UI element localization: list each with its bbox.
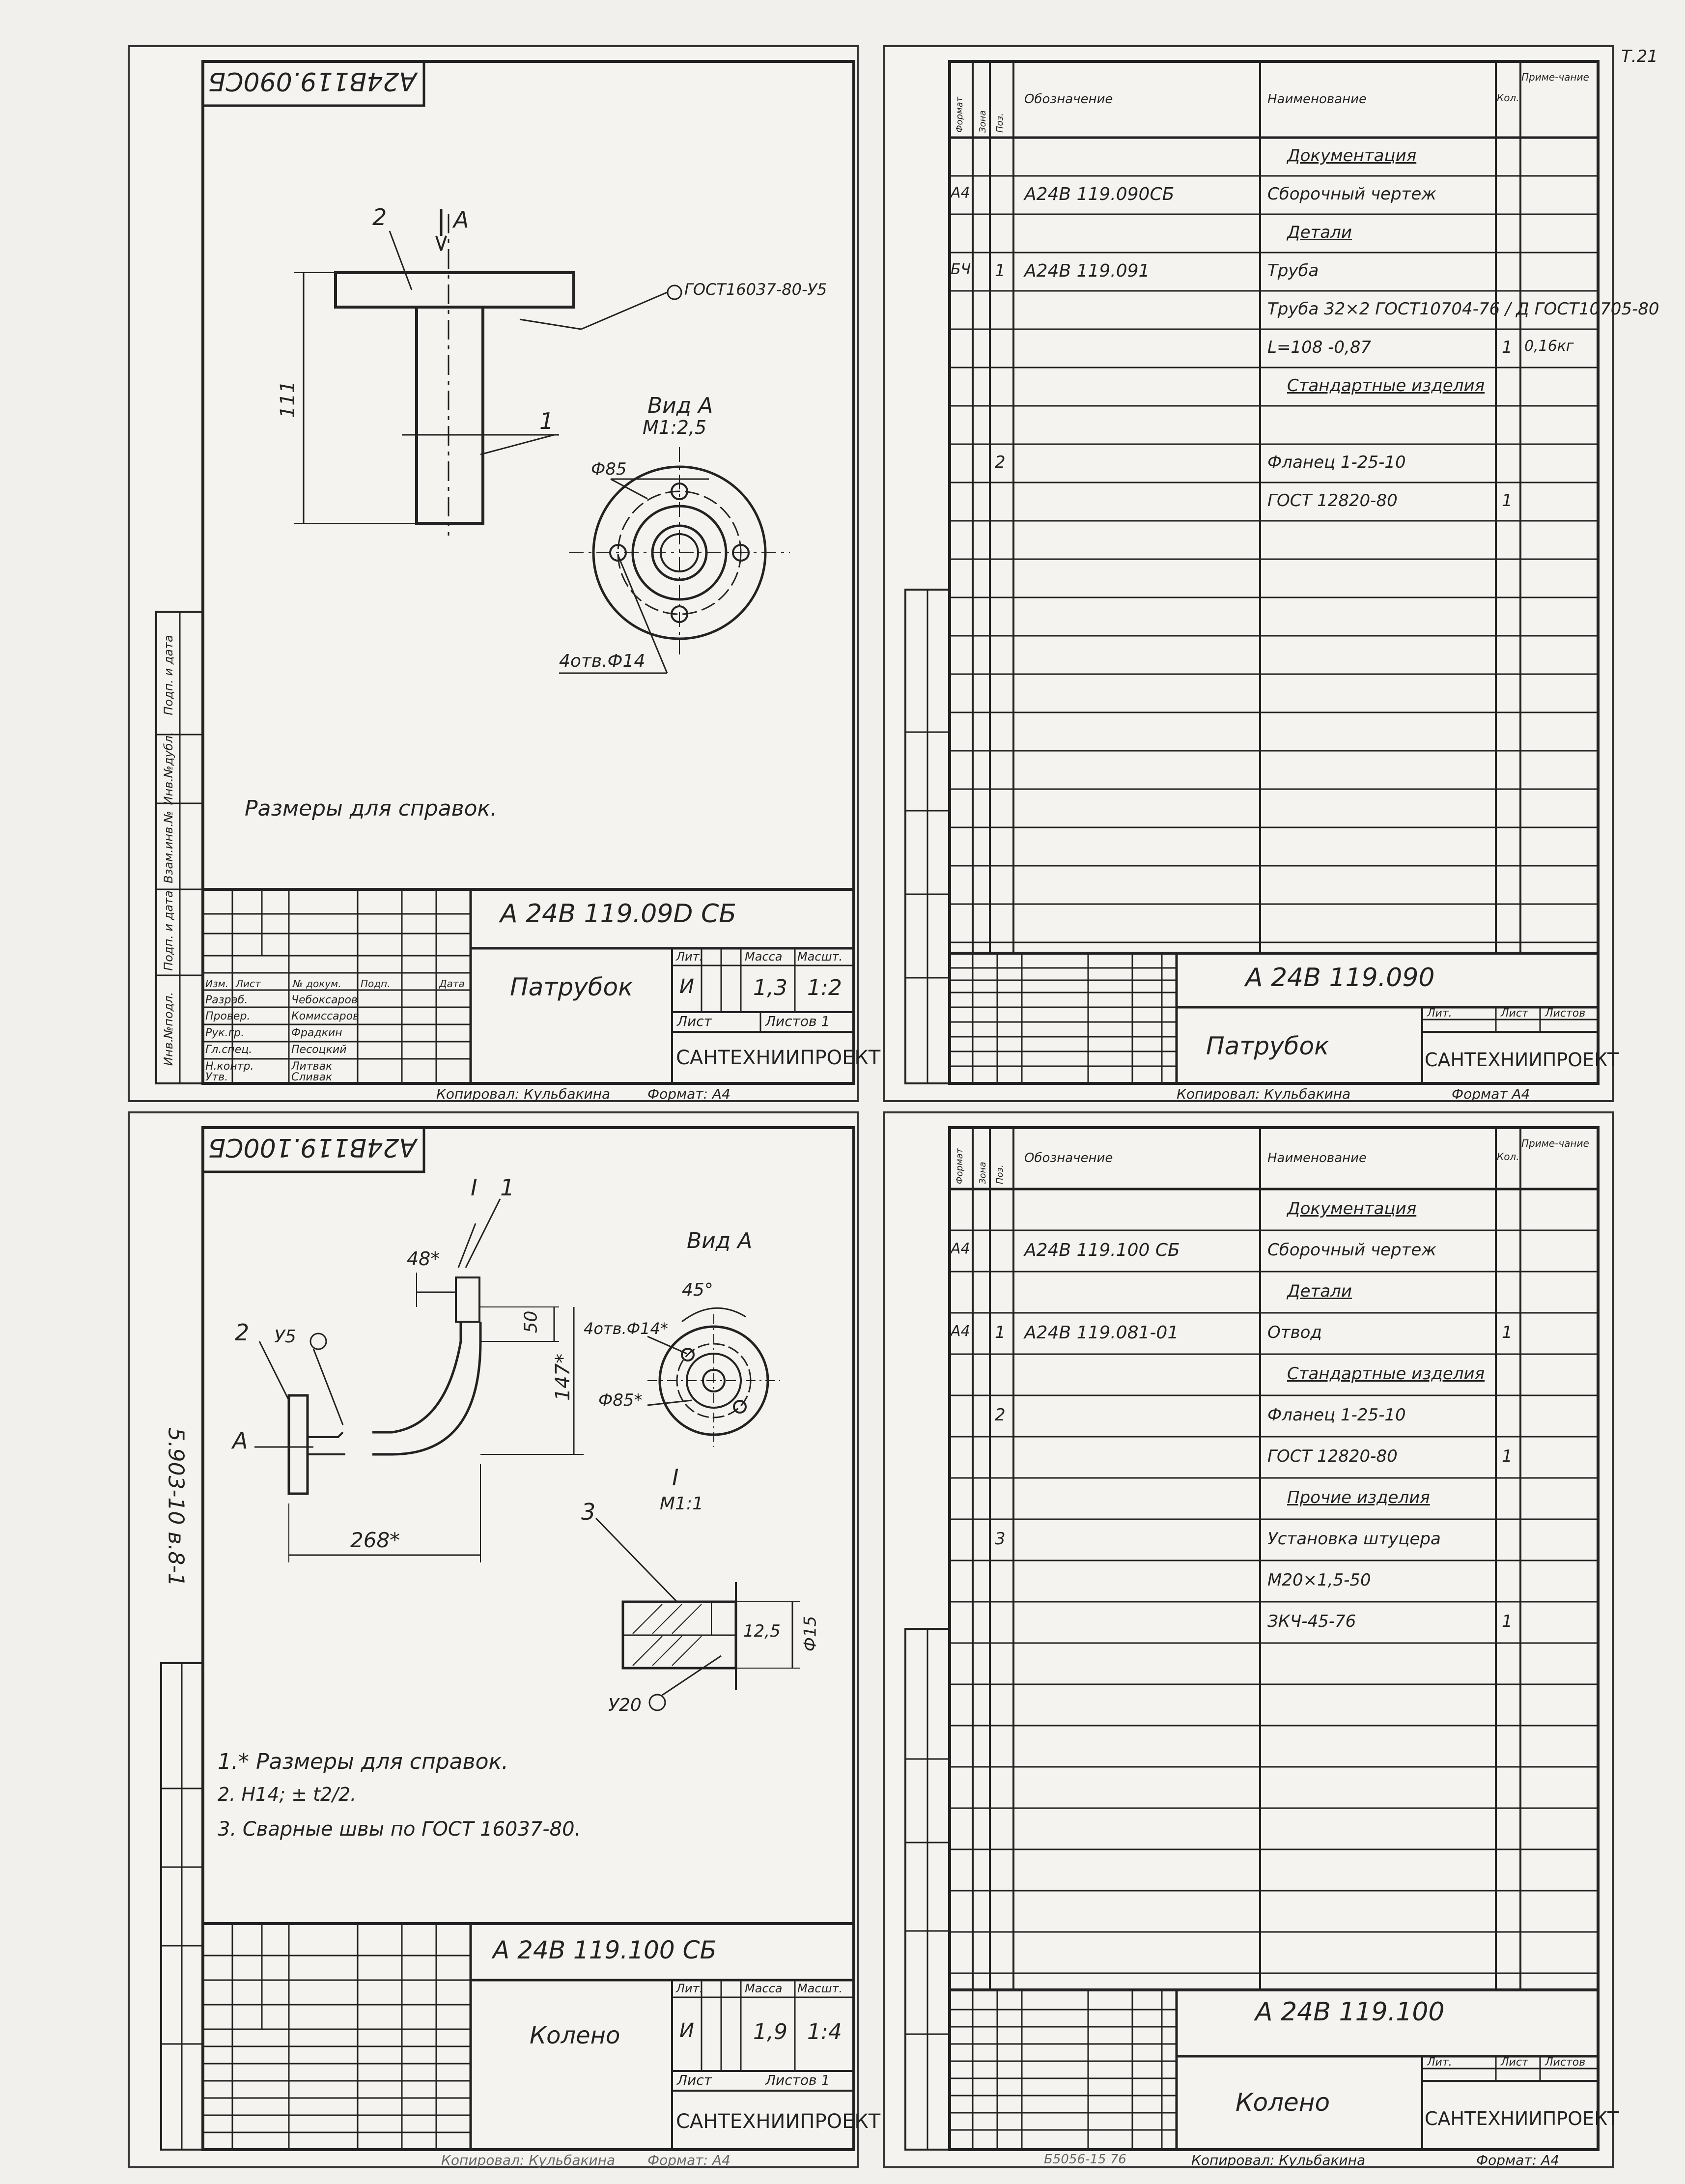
spec-cell-name: Детали (1287, 223, 1352, 242)
spec-cell-name: Документация (1287, 1199, 1417, 1219)
spec-cell-pos: 3 (995, 1529, 1006, 1549)
spec-header-cell: Зона (978, 110, 988, 133)
spec-cell-code: А24В 119.100 СБ (1024, 1240, 1180, 1260)
stamp-code: А24В119.100СБ (208, 1133, 417, 1162)
sheets-label: Листов 1 (765, 2072, 830, 2088)
title-name: Колено (530, 2022, 620, 2049)
spec-header-cell: Приме-чание (1521, 71, 1589, 83)
spec-cell-code: А24В 119.081-01 (1024, 1323, 1179, 1343)
drawing-note: 3. Сварные швы по ГОСТ 16037-80. (218, 1818, 581, 1841)
spec-cell-qty: 1 (1502, 1447, 1513, 1466)
format-label: Формат: А4 (647, 2152, 730, 2168)
spec-header-cell: Обозначение (1024, 91, 1113, 107)
spec-cell-pos: 2 (995, 1405, 1006, 1425)
spec-cell-name: ЗКЧ-45-76 (1267, 1612, 1356, 1631)
detail-label: I (672, 1464, 679, 1491)
sheets-header: Листов (1545, 2056, 1586, 2069)
drawing-note: Размеры для справок. (245, 796, 498, 821)
lit-header: Лит. (676, 950, 703, 964)
sheet-top-left-drawing (127, 44, 860, 1103)
side-label: Инв.№дубл. (162, 732, 175, 805)
holes-dimension: 4отв.Ф14 (559, 651, 646, 671)
stamp-header-date: Дата (439, 978, 465, 990)
scale-value: 1:2 (807, 975, 842, 1000)
drawing-note: 2. Н14; ± t2/2. (218, 1784, 357, 1805)
spec-cell-note: 0,16кг (1524, 338, 1574, 355)
stamp-role: Разраб. (205, 994, 248, 1006)
lit-value: И (679, 2019, 694, 2042)
dim-45: 45° (682, 1280, 713, 1300)
stamp-role: Гл.спец. (205, 1044, 253, 1056)
side-label: Взам.инв.№ (162, 811, 175, 883)
lit-value: И (679, 975, 694, 998)
stamp-header-izm: Изм. (205, 978, 229, 990)
bottom-code: Б5056-15 76 (1044, 2152, 1126, 2167)
stamp-role: Утв. (205, 1071, 228, 1083)
mass-header: Масса (745, 1982, 783, 1995)
position-1-label: 1 (539, 408, 554, 434)
spec-cell-name: Фланец 1-25-10 (1267, 453, 1406, 472)
sheets-header: Листов (1545, 1007, 1586, 1020)
view-scale: М1:2,5 (643, 417, 707, 438)
spec-cell-fmt: А4 (951, 184, 970, 201)
spec-cell-code: А24В 119.091 (1024, 261, 1150, 281)
stamp-role: Рук.гр. (205, 1027, 245, 1039)
sheet-header: Лист (1501, 2056, 1528, 2069)
title-name: Патрубок (510, 973, 633, 1001)
spec-title-name: Патрубок (1206, 1032, 1329, 1060)
weld-u5: У5 (274, 1327, 296, 1347)
stamp-code: А24В119.090СБ (208, 66, 417, 96)
height-dimension: 111 (277, 380, 300, 419)
side-code: 5.903-10 в.8-1 (163, 1427, 189, 1587)
side-label: Подп. и дата (162, 635, 175, 715)
spec-header-cell: Зона (978, 1162, 988, 1184)
spec-cell-name: ГОСТ 12820-80 (1267, 1447, 1398, 1466)
spec-cell-fmt: А4 (951, 1323, 970, 1340)
stamp-header-sign: Подп. (361, 978, 391, 990)
stamp-role: Н.контр. (205, 1060, 254, 1073)
sheet-header: Лист (1501, 1007, 1528, 1020)
spec-cell-name: Прочие изделия (1287, 1488, 1430, 1507)
position-1-label: 1 (500, 1174, 515, 1201)
spec-cell-name: Детали (1287, 1281, 1352, 1301)
diameter-dimension: Ф85 (591, 459, 627, 479)
title-code: А 24В 119.100 СБ (493, 1936, 717, 1964)
spec-cell-name: Установка штуцера (1267, 1529, 1441, 1549)
spec-cell-name: Документация (1287, 146, 1417, 166)
scale-header: Масшт. (797, 1982, 843, 1995)
spec-cell-pos: 1 (995, 261, 1006, 281)
copied-by: Копировал: Кульбакина (441, 2152, 616, 2168)
arrow-a-label: А (232, 1427, 248, 1454)
stamp-person: Сливак (291, 1071, 333, 1083)
sheet-top-right-table (882, 44, 1615, 1103)
sheets-label: Листов 1 (765, 1013, 830, 1029)
spec-header-cell: Кол. (1497, 1150, 1519, 1163)
spec-title-name: Колено (1236, 2088, 1330, 2117)
side-label: Инв.№подл. (162, 992, 175, 1066)
spec-cell-name: Отвод (1267, 1323, 1322, 1342)
spec-cell-name: Сборочный чертеж (1267, 1240, 1436, 1260)
stamp-person: Чебоксаров (291, 994, 358, 1006)
dim-268: 268* (350, 1528, 400, 1552)
scale-header: Масшт. (797, 950, 843, 964)
spec-title-code: А 24В 119.100 (1255, 1997, 1445, 2027)
detail-scale: М1:1 (660, 1494, 703, 1514)
spec-cell-name: Фланец 1-25-10 (1267, 1405, 1406, 1425)
position-3-label: 3 (581, 1499, 596, 1525)
weld-spec-label: ГОСТ16037-80-У5 (684, 280, 827, 299)
organization: САНТЕХНИИПРОЕКТ (1425, 1049, 1619, 1071)
spec-header-cell: Формат (955, 1148, 965, 1184)
section-arrow-label: А (453, 206, 469, 233)
spec-cell-pos: 2 (995, 453, 1006, 472)
title-code: А 24В 119.09D СБ (500, 899, 736, 929)
spec-cell-fmt: БЧ (951, 261, 971, 278)
spec-cell-qty: 1 (1502, 338, 1513, 357)
drawing-note: 1.* Размеры для справок. (218, 1749, 509, 1774)
dim-48: 48* (407, 1248, 440, 1270)
spec-cell-qty: 1 (1502, 1612, 1513, 1631)
format-label: Формат А4 (1452, 1086, 1530, 1102)
holes-dimension: 4отв.Ф14* (584, 1319, 668, 1338)
weld-u20: У20 (608, 1695, 642, 1715)
sheet-label: Лист (677, 2072, 712, 2088)
detail-mark: I (471, 1174, 477, 1201)
spec-cell-name: L=108 -0,87 (1267, 338, 1372, 357)
stamp-person: Фрадкин (291, 1027, 342, 1039)
sheet-bottom-right (882, 1110, 1619, 2169)
organization: САНТЕХНИИПРОЕКТ (676, 1047, 881, 1069)
stamp-person: Литвак (291, 1060, 333, 1073)
position-2-label: 2 (372, 204, 387, 230)
spec-cell-name: Труба 32×2 ГОСТ10704-76 / Д ГОСТ10705-80 (1267, 299, 1659, 319)
spec-cell-name: Труба (1267, 261, 1319, 281)
copied-by: Копировал: Кульбакина (1191, 2152, 1366, 2168)
spec-cell-name: Сборочный чертеж (1267, 184, 1436, 204)
mass-value: 1,9 (753, 2019, 787, 2044)
dim-d15: Ф15 (800, 1616, 820, 1652)
dim-147: 147* (552, 1353, 575, 1401)
sheet-top-left (127, 44, 881, 1103)
spec-header-cell: Формат (955, 96, 965, 133)
spec-cell-qty: 1 (1502, 491, 1513, 511)
stamp-person: Песоцкий (291, 1044, 347, 1056)
spec-header-cell: Наименование (1267, 1150, 1367, 1165)
sheet-bottom-left (127, 1110, 881, 2169)
view-label: Вид А (647, 393, 713, 418)
spec-header-cell: Приме-чание (1521, 1137, 1589, 1149)
stamp-person: Комиссаров (291, 1010, 360, 1022)
spec-cell-name: ГОСТ 12820-80 (1267, 491, 1398, 511)
organization: САНТЕХНИИПРОЕКТ (1425, 2108, 1619, 2129)
sheet-bottom-right-table (882, 1110, 1615, 2169)
corner-label: Т.21 (1621, 47, 1658, 66)
dim-12-5: 12,5 (743, 1621, 781, 1641)
mass-value: 1,3 (753, 975, 787, 1000)
stamp-role: Провер. (205, 1010, 251, 1022)
sheet-label: Лист (677, 1013, 712, 1029)
side-label: Подп. и дата (162, 890, 175, 971)
spec-header-cell: Обозначение (1024, 1150, 1113, 1165)
spec-cell-code: А24В 119.090СБ (1024, 184, 1175, 204)
spec-title-code: А 24В 119.090 (1245, 963, 1435, 993)
spec-header-cell: Кол. (1497, 91, 1519, 104)
position-2-label: 2 (235, 1319, 250, 1346)
lit-header: Лит. (1427, 1007, 1452, 1020)
spec-header-cell: Поз. (995, 1164, 1005, 1184)
mass-header: Масса (745, 950, 783, 964)
organization: САНТЕХНИИПРОЕКТ (676, 2110, 881, 2133)
spec-cell-name: Стандартные изделия (1287, 376, 1485, 396)
diameter-dimension: Ф85* (598, 1390, 643, 1410)
stamp-header-list: Лист (236, 978, 261, 990)
spec-cell-fmt: А4 (951, 1240, 970, 1257)
lit-header: Лит. (1427, 2056, 1452, 2069)
spec-cell-qty: 1 (1502, 1323, 1513, 1342)
spec-cell-pos: 1 (995, 1323, 1006, 1342)
spec-header-cell: Поз. (995, 113, 1005, 133)
view-label: Вид А (687, 1228, 753, 1253)
lit-header: Лит. (676, 1982, 703, 1995)
stamp-header-doc: № докум. (293, 978, 341, 990)
copied-by: Копировал: Кульбакина (1177, 1086, 1351, 1102)
dim-50: 50 (521, 1310, 541, 1333)
format-label: Формат: А4 (1476, 2152, 1559, 2168)
scale-value: 1:4 (807, 2019, 842, 2044)
format-label: Формат: А4 (647, 1086, 730, 1102)
spec-header-cell: Наименование (1267, 91, 1367, 107)
spec-cell-name: Стандартные изделия (1287, 1364, 1485, 1384)
copied-by: Копировал: Кульбакина (436, 1086, 611, 1102)
spec-cell-name: М20×1,5-50 (1267, 1570, 1371, 1590)
